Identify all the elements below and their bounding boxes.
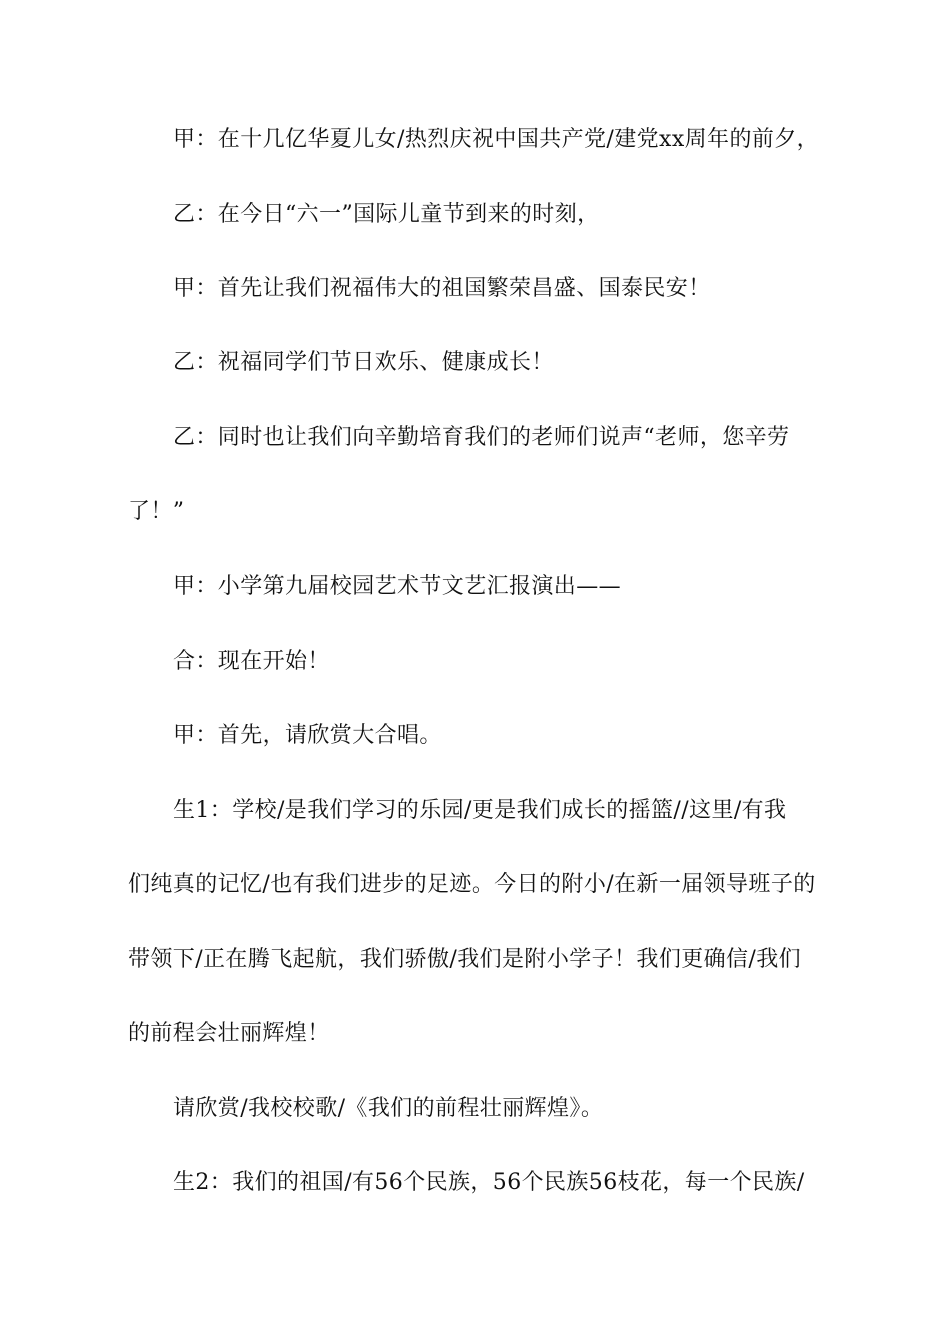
paragraph-line: 生2：我们的祖国/有56个民族，56个民族56枝花，每一个民族/ [173, 1170, 805, 1195]
paragraph-line: 生1：学校/是我们学习的乐园/更是我们成长的摇篮//这里/有我 [173, 798, 787, 823]
paragraph-line: 请欣赏/我校校歌/《我们的前程壮丽辉煌》。 [173, 1096, 604, 1121]
paragraph-line: 合：现在开始！ [173, 649, 330, 674]
paragraph-line: 甲：首先让我们祝福伟大的祖国繁荣昌盛、国泰民安！ [173, 276, 711, 301]
paragraph-line: 带领下/正在腾飞起航，我们骄傲/我们是附小学子！我们更确信/我们 [128, 947, 802, 972]
paragraph-line: 了！” [128, 499, 185, 524]
paragraph-line: 的前程会壮丽辉煌！ [128, 1021, 330, 1046]
paragraph-line: 乙：祝福同学们节日欢乐、健康成长！ [173, 350, 554, 375]
paragraph-line: 们纯真的记忆/也有我们进步的足迹。今日的附小/在新一届领导班子的 [128, 872, 816, 897]
paragraph-line: 甲：在十几亿华夏儿女/热烈庆祝中国共产党/建党xx周年的前夕， [173, 127, 820, 152]
paragraph-line: 乙：同时也让我们向辛勤培育我们的老师们说声“老师，您辛劳 [173, 425, 790, 450]
paragraph-line: 甲：小学第九届校园艺术节文艺汇报演出—— [173, 574, 622, 599]
paragraph-line: 乙：在今日“六一”国际儿童节到来的时刻， [173, 202, 600, 227]
paragraph-line: 甲：首先，请欣赏大合唱。 [173, 723, 442, 748]
